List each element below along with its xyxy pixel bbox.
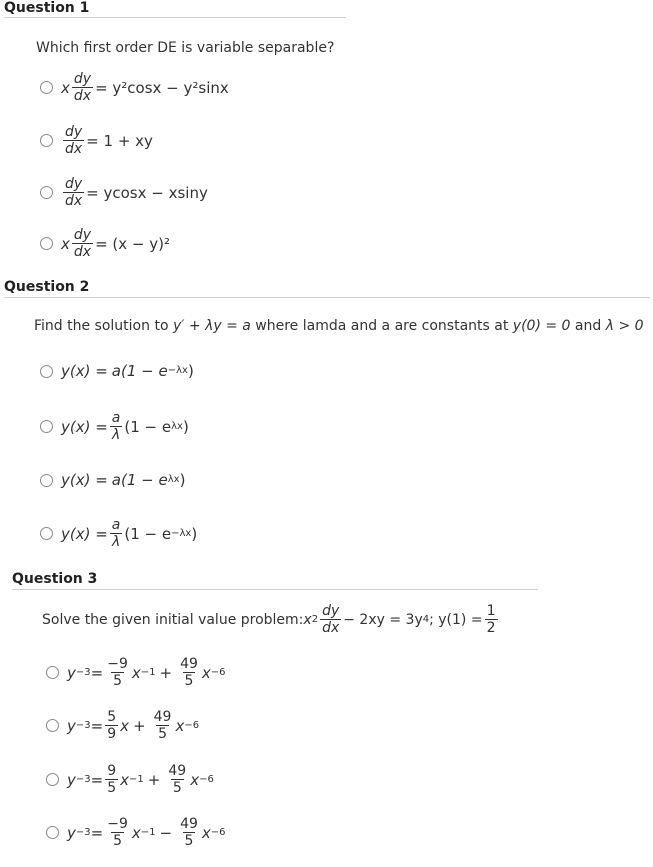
q3-option-4-equation: y −3 = $\frac{-9}{5}$ x −1 − $\frac{49}{5}$ x −6 <box>67 816 226 849</box>
radio-button[interactable] <box>40 527 53 540</box>
q1-option-4[interactable] <box>40 228 170 259</box>
question-3-title: Question 3 <box>12 571 98 587</box>
radio-button[interactable] <box>40 474 53 487</box>
q3-option-4[interactable] <box>46 817 226 848</box>
q3-option-1[interactable] <box>46 657 226 688</box>
q2-option-3[interactable] <box>40 471 185 489</box>
question-1-divider <box>4 17 346 18</box>
question-2-prompt: Find the solution to y′ + λy = a where lamda and a are constants at y(0) = 0 and λ > 0 <box>34 318 644 334</box>
q1-option-3-equation: $\frac{dy}{dx}$ = ycosx − xsiny <box>65 176 208 209</box>
radio-button[interactable] <box>46 666 59 679</box>
question-3-divider <box>12 589 538 590</box>
q3-option-2[interactable] <box>46 710 199 741</box>
radio-button[interactable] <box>46 773 59 786</box>
q1-option-2[interactable] <box>40 125 153 156</box>
q3-option-2-equation: y −3 = $\frac{5}{9}$ x + $\frac{49}{5}$ x −6 <box>67 709 200 742</box>
q2-option-4-equation: y(x) = $\frac{a}{\lambda}$ (1 − e −λx ) <box>61 517 198 550</box>
radio-button[interactable] <box>46 826 59 839</box>
radio-button[interactable] <box>40 134 53 147</box>
radio-button[interactable] <box>46 719 59 732</box>
q1-option-2-equation: $\frac{dy}{dx}$ = 1 + xy <box>65 124 153 157</box>
q2-option-1-equation: y(x) = a(1 − e −λx ) <box>61 362 194 380</box>
radio-button[interactable] <box>40 186 53 199</box>
q2-option-4[interactable] <box>40 518 197 549</box>
q3-option-3[interactable] <box>46 764 214 795</box>
q2-option-2[interactable] <box>40 411 189 442</box>
radio-button[interactable] <box>40 420 53 433</box>
question-1-title: Question 1 <box>4 0 90 16</box>
q2-option-3-equation: y(x) = a(1 − e λx ) <box>61 471 186 489</box>
q1-option-1-equation: x $\frac{dy}{dx}$ = y²cosx − y²sinx <box>61 71 229 104</box>
question-1-prompt: Which first order DE is variable separable? <box>36 40 335 56</box>
q1-option-4-equation: x $\frac{dy}{dx}$ = (x − y)² <box>61 227 170 260</box>
q2-option-1[interactable] <box>40 362 194 380</box>
q2-option-2-equation: y(x) = $\frac{a}{\lambda}$ (1 − e λx ) <box>61 410 189 443</box>
radio-button[interactable] <box>40 365 53 378</box>
question-3-prompt: Solve the given initial value problem: x 2 $\frac{dy}{dx}$ − 2xy = 3y 4 ; y(1) = $\frac{1}{2}$ <box>42 603 496 636</box>
radio-button[interactable] <box>40 81 53 94</box>
q1-option-1[interactable] <box>40 72 229 103</box>
q1-option-3[interactable] <box>40 177 208 208</box>
question-2-divider <box>4 297 650 298</box>
question-2-title: Question 2 <box>4 279 90 295</box>
q3-option-3-equation: y −3 = $\frac{9}{5}$ x −1 + $\frac{49}{5}$ x −6 <box>67 763 214 796</box>
q3-option-1-equation: y −3 = $\frac{-9}{5}$ x −1 + $\frac{49}{5}$ x −6 <box>67 656 226 689</box>
radio-button[interactable] <box>40 237 53 250</box>
